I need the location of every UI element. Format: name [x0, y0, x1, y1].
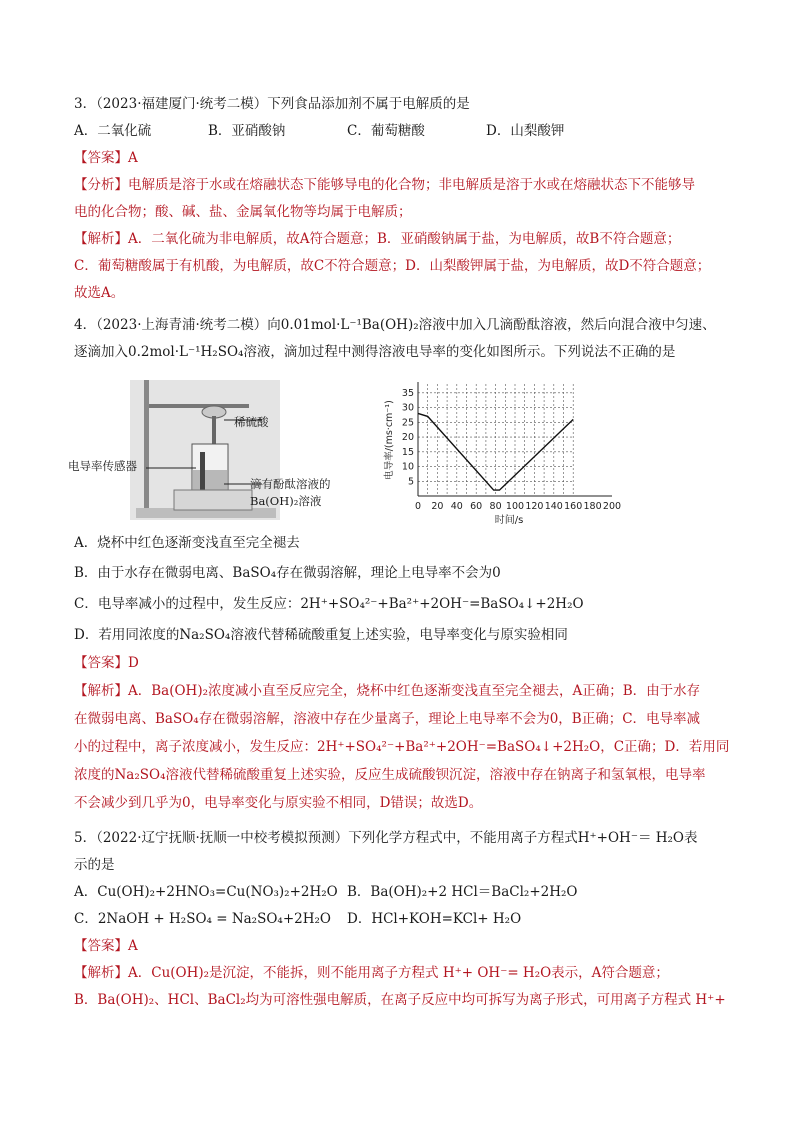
q3-answer: 【答案】A [74, 150, 138, 166]
q4-explanation-line-4: 浓度的Na₂SO₄溶液代替稀硫酸重复上述实验，反应生成硫酸钡沉淀，溶液中存在钠离子和氢氧根，电导率 [74, 767, 706, 783]
y-tick-label: 35 [401, 387, 414, 399]
y-tick-label: 25 [401, 417, 414, 429]
q4-option-d: D．若用同浓度的Na₂SO₄溶液代替稀硫酸重复上述实验，电导率变化与原实验相同 [74, 627, 568, 643]
q3-explanation-line-1: 【解析】A．二氧化硫为非电解质，故A符合题意；B．亚硝酸钠属于盐，为电解质，故B不符合题意； [74, 231, 681, 247]
q5-option-d: D．HCl+KOH=KCl+ H₂O [347, 911, 522, 927]
q4-option-b: B．由于水存在微弱电离、BaSO₄存在微弱溶解，理论上电导率不会为0 [74, 565, 501, 581]
label-solution-line-1: 滴有酚酞溶液的 [250, 477, 331, 491]
q5-stem-line-1: 5．（2022·辽宁抚顺·抚顺一中校考模拟预测）下列化学方程式中，不能用离子方程式H⁺+OH⁻＝ H₂O表 [74, 830, 698, 846]
q3-explanation-line-2: C．葡萄糖酸属于有机酸，为电解质，故C不符合题意；D．山梨酸钾属于盐，为电解质，故D不符合题意； [74, 258, 711, 274]
q4-answer: 【答案】D [74, 655, 139, 671]
conductivity-chart [376, 376, 636, 526]
label-solution-line-2: Ba(OH)₂溶液 [250, 494, 322, 508]
q4-explanation-line-5: 不会减少到几乎为0，电导率变化与原实验不相同，D错误；故选D。 [74, 795, 483, 811]
q5-option-b: B．Ba(OH)₂+2 HCl＝BaCl₂+2H₂O [347, 884, 578, 900]
q3-stem: 3．（2023·福建厦门·统考二模）下列食品添加剂不属于电解质的是 [74, 96, 470, 112]
q4-explanation-line-2: 在微弱电离、BaSO₄存在微弱溶解，溶液中存在少量离子，理论上电导率不会为0，B正确；C．电导率减 [74, 711, 701, 727]
x-axis-label: 时间/s [494, 515, 524, 526]
q3-explanation-line-3: 故选A。 [74, 285, 125, 301]
q4-stem-line-1: 4．（2023·上海青浦·统考二模）向0.01mol·L⁻¹Ba(OH)₂溶液中加入几滴酚酞溶液，然后向混合液中匀速、 [74, 317, 716, 333]
y-tick-label: 10 [401, 461, 414, 473]
q5-stem-line-2: 示的是 [74, 857, 115, 873]
x-tick-label: 20 [431, 501, 444, 512]
q3-option-b: B．亚硝酸钠 [208, 123, 286, 139]
q5-answer: 【答案】A [74, 938, 138, 954]
y-tick-label: 20 [401, 432, 414, 444]
q5-explanation-line-1: 【解析】A．Cu(OH)₂是沉淀，不能拆，则不能用离子方程式 H⁺+ OH⁻= H₂O表示，A符合题意； [74, 965, 669, 981]
x-tick-label: 60 [470, 501, 483, 512]
q4-option-a: A．烧杯中红色逐渐变浅直至完全褪去 [74, 535, 300, 551]
q3-option-d: D．山梨酸钾 [486, 123, 565, 139]
x-tick-label: 160 [564, 501, 583, 512]
apparatus-figure [68, 380, 354, 520]
x-tick-label: 100 [505, 501, 525, 512]
y-tick-label: 5 [407, 476, 414, 488]
x-tick-label: 0 [414, 501, 422, 512]
y-axis-label: 电导率/(ms·cm⁻¹) [384, 400, 395, 480]
q5-explanation-line-2: B．Ba(OH)₂、HCl、BaCl₂均为可溶性强电解质，在离子反应中均可拆写为离子形式，可用离子方程式 H⁺+ [74, 992, 726, 1008]
q3-analysis-line-2: 电的化合物；酸、碱、盐、金属氧化物等均属于电解质； [74, 204, 412, 220]
x-tick-label: 200 [602, 501, 622, 512]
y-tick-label: 15 [401, 446, 414, 458]
label-conductivity-sensor: 电导率传感器 [68, 459, 137, 473]
q5-option-c: C．2NaOH + H₂SO₄ = Na₂SO₄+2H₂O [74, 911, 331, 927]
q4-explanation-line-1: 【解析】A．Ba(OH)₂浓度减小直至反应完全，烧杯中红色逐渐变浅直至完全褪去，A正确；B．由于水存 [74, 683, 701, 699]
x-tick-label: 80 [489, 501, 502, 512]
q3-option-a: A．二氧化硫 [74, 123, 152, 139]
x-tick-label: 120 [525, 501, 544, 512]
q4-explanation-line-3: 小的过程中，离子浓度减小，发生反应：2H⁺+SO₄²⁻+Ba²⁺+2OH⁻=BaSO₄↓+2H₂O，C正确；D．若用同 [74, 739, 730, 755]
x-tick-label: 40 [450, 501, 463, 512]
label-dilute-sulfuric-acid: 稀硫酸 [234, 415, 269, 429]
y-tick-label: 30 [401, 402, 414, 414]
x-tick-label: 180 [583, 501, 602, 512]
q3-analysis-line-1: 【分析】电解质是溶于水或在熔融状态下能够导电的化合物；非电解质是溶于水或在熔融状态下不能够导 [74, 177, 695, 193]
x-tick-label: 140 [544, 501, 563, 512]
q4-stem-line-2: 逐滴加入0.2mol·L⁻¹H₂SO₄溶液，滴加过程中测得溶液电导率的变化如图所示。下列说法不正确的是 [74, 344, 676, 360]
q4-option-c: C．电导率减小的过程中，发生反应：2H⁺+SO₄²⁻+Ba²⁺+2OH⁻=BaSO₄↓+2H₂O [74, 596, 584, 612]
q5-option-a: A．Cu(OH)₂+2HNO₃=Cu(NO₃)₂+2H₂O [74, 884, 338, 900]
q3-option-c: C．葡萄糖酸 [347, 123, 425, 139]
